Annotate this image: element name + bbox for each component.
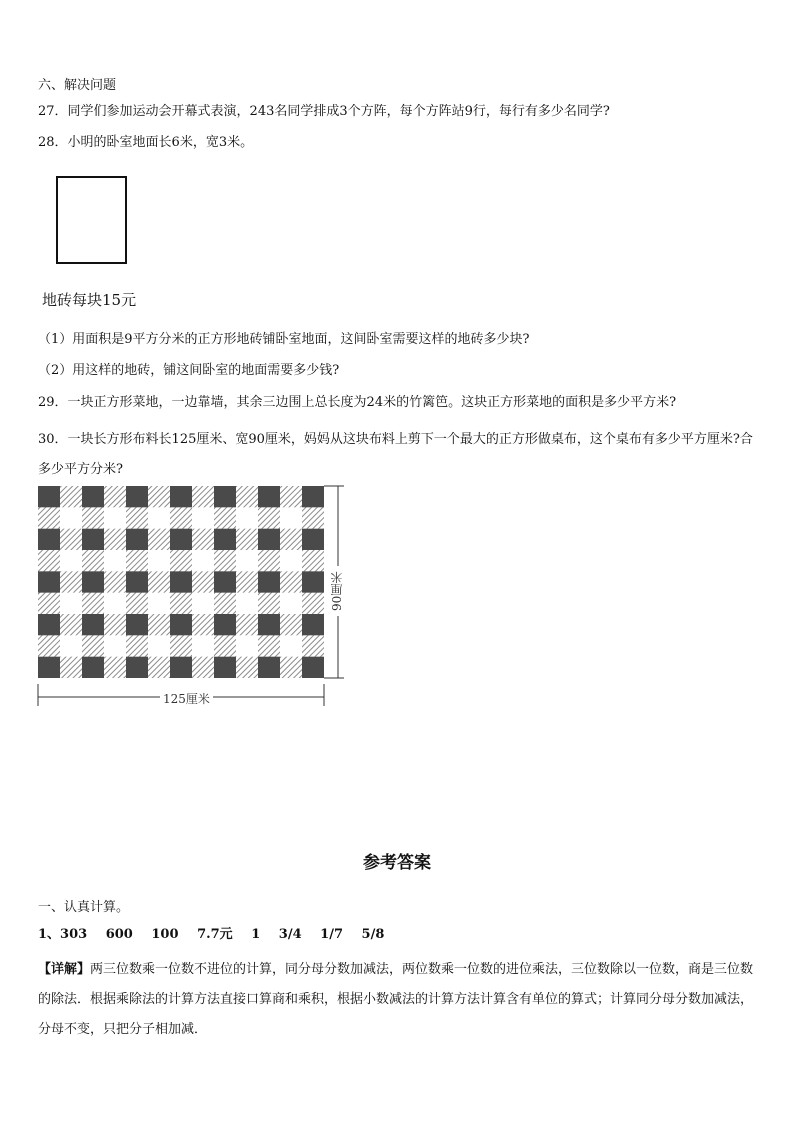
plaid-cell [236,657,258,678]
plaid-cell [60,550,82,572]
plaid-cell [60,486,82,508]
plaid-cell [38,571,60,593]
question-28-sub2: （2）用这样的地砖，铺这间卧室的地面需要多少钱? [38,363,340,378]
plaid-cell [302,507,324,529]
plaid-cell [302,593,324,615]
plaid-cell [214,486,236,508]
plaid-cell [170,571,192,593]
tile-price-label: 地砖每块15元 [42,291,137,309]
plaid-cell [280,550,302,572]
plaid-cell [60,635,82,657]
plaid-cell [280,529,302,551]
plaid-cell [258,657,280,678]
plaid-cell [236,635,258,657]
plaid-cell [214,657,236,678]
answer-value: 1 [251,927,261,942]
plaid-cell [192,657,214,678]
plaid-cell [148,657,170,678]
plaid-cell [280,507,302,529]
plaid-cell [280,614,302,636]
question-30: 30．一块长方形布料长125厘米、宽90厘米，妈妈从这块布料上剪下一个最大的正方形做桌布，这个桌布有多少平方厘米?合多少平方分米? [38,432,753,477]
plaid-cell [104,529,126,551]
plaid-cell [38,657,60,678]
plaid-cell [192,571,214,593]
plaid-cell [126,529,148,551]
plaid-cell [60,507,82,529]
plaid-cell [38,593,60,615]
plaid-cells [38,486,324,678]
answer-detail [38,955,760,1045]
answer-value: 3/4 [278,927,302,942]
answer-value: 7.7元 [197,927,233,942]
plaid-cell [236,486,258,508]
plaid-cell [280,571,302,593]
plaid-cell [258,486,280,508]
plaid-cell [82,571,104,593]
plaid-cell [236,593,258,615]
plaid-cell [302,614,324,636]
plaid-cell [280,635,302,657]
plaid-cell [214,614,236,636]
width-dim-label: 125厘米 [160,690,213,707]
plaid-cell [258,550,280,572]
plaid-cell [38,614,60,636]
answer-item-1 [38,926,398,944]
plaid-cell [236,614,258,636]
plaid-cell [104,614,126,636]
plaid-cell [192,614,214,636]
plaid-cell [60,614,82,636]
plaid-cell [104,593,126,615]
plaid-cell [104,657,126,678]
plaid-cell [38,550,60,572]
plaid-cell [104,571,126,593]
height-dim-label: 90厘米 [328,566,350,616]
plaid-cell [258,571,280,593]
detail-tag: 【详解】 [38,962,91,977]
plaid-cell [148,571,170,593]
plaid-cell [126,657,148,678]
answer-value: 1、303 [38,927,88,942]
plaid-cell [126,635,148,657]
plaid-cell [302,657,324,678]
plaid-cell [170,529,192,551]
plaid-cell [82,614,104,636]
plaid-cell [258,593,280,615]
plaid-cell [82,550,104,572]
answer-value: 1/7 [320,927,344,942]
plaid-cell [214,550,236,572]
plaid-cell [148,529,170,551]
plaid-cell [302,550,324,572]
plaid-cell [82,486,104,508]
plaid-cell [60,571,82,593]
plaid-cell [280,486,302,508]
question-28-sub1: （1）用面积是9平方分米的正方形地砖铺卧室地面，这间卧室需要这样的地砖多少块? [38,332,530,347]
plaid-cell [148,614,170,636]
plaid-cell [214,593,236,615]
plaid-cell [258,529,280,551]
plaid-cell [258,635,280,657]
plaid-cell [302,529,324,551]
plaid-cloth-diagram [38,486,324,678]
plaid-cell [148,635,170,657]
answers-title: 参考答案 [363,853,431,873]
plaid-cell [82,593,104,615]
plaid-cell [148,486,170,508]
plaid-cell [192,486,214,508]
plaid-cell [126,571,148,593]
plaid-cell [192,507,214,529]
plaid-cell [60,593,82,615]
plaid-cell [38,486,60,508]
plaid-cell [104,507,126,529]
plaid-cell [192,550,214,572]
plaid-cell [126,486,148,508]
detail-text: 两三位数乘一位数不进位的计算，同分母分数加减法，两位数乘一位数的进位乘法，三位数除以一位数，商是三位数的除法．根据乘除法的计算方法直接口算商和乘积，根据小数减法的计算方法计算含有单位的算式；计算同分母分数加减法，分母不变，只把分子相加减． [38,962,754,1037]
plaid-cell [302,486,324,508]
plaid-cell [170,593,192,615]
plaid-cell [214,571,236,593]
plaid-cell [192,529,214,551]
answer-value: 5/8 [361,927,385,942]
plaid-cell [170,614,192,636]
plaid-cell [170,507,192,529]
plaid-cell [126,593,148,615]
plaid-cell [236,529,258,551]
answer-value: 100 [151,927,179,942]
plaid-cell [258,507,280,529]
plaid-cell [126,614,148,636]
plaid-cell [60,657,82,678]
plaid-cell [170,550,192,572]
plaid-cell [82,657,104,678]
plaid-cell [170,657,192,678]
question-27: 27．同学们参加运动会开幕式表演，243名同学排成3个方阵，每个方阵站9行，每行有多少名同学? [38,104,610,119]
plaid-cell [236,507,258,529]
plaid-cell [104,635,126,657]
answer-value: 600 [105,927,133,942]
plaid-cell [280,593,302,615]
plaid-cell [148,507,170,529]
plaid-cell [104,550,126,572]
plaid-cell [170,635,192,657]
plaid-cell [214,529,236,551]
plaid-cell [148,593,170,615]
plaid-cell [236,550,258,572]
plaid-cell [302,635,324,657]
plaid-cell [302,571,324,593]
plaid-cell [170,486,192,508]
plaid-cell [214,635,236,657]
plaid-cell [192,635,214,657]
plaid-cell [236,571,258,593]
plaid-cell [82,529,104,551]
plaid-cell [38,635,60,657]
plaid-cell [38,507,60,529]
plaid-cell [214,507,236,529]
plaid-cell [60,529,82,551]
plaid-cell [280,657,302,678]
tile-square-diagram [56,176,127,264]
plaid-cell [126,507,148,529]
plaid-cell [38,529,60,551]
plaid-cell [258,614,280,636]
plaid-cell [82,507,104,529]
plaid-cell [82,635,104,657]
question-29: 29．一块正方形菜地，一边靠墙，其余三边围上总长度为24米的竹篱笆。这块正方形菜地的面积是多少平方米? [38,395,677,410]
plaid-cell [148,550,170,572]
answers-section-one: 一、认真计算。 [38,900,130,915]
section-title-solve-problems: 六、解决问题 [38,78,117,93]
plaid-cell [126,550,148,572]
question-28-stem: 28．小明的卧室地面长6米，宽3米。 [38,135,254,150]
plaid-cell [192,593,214,615]
plaid-cell [104,486,126,508]
